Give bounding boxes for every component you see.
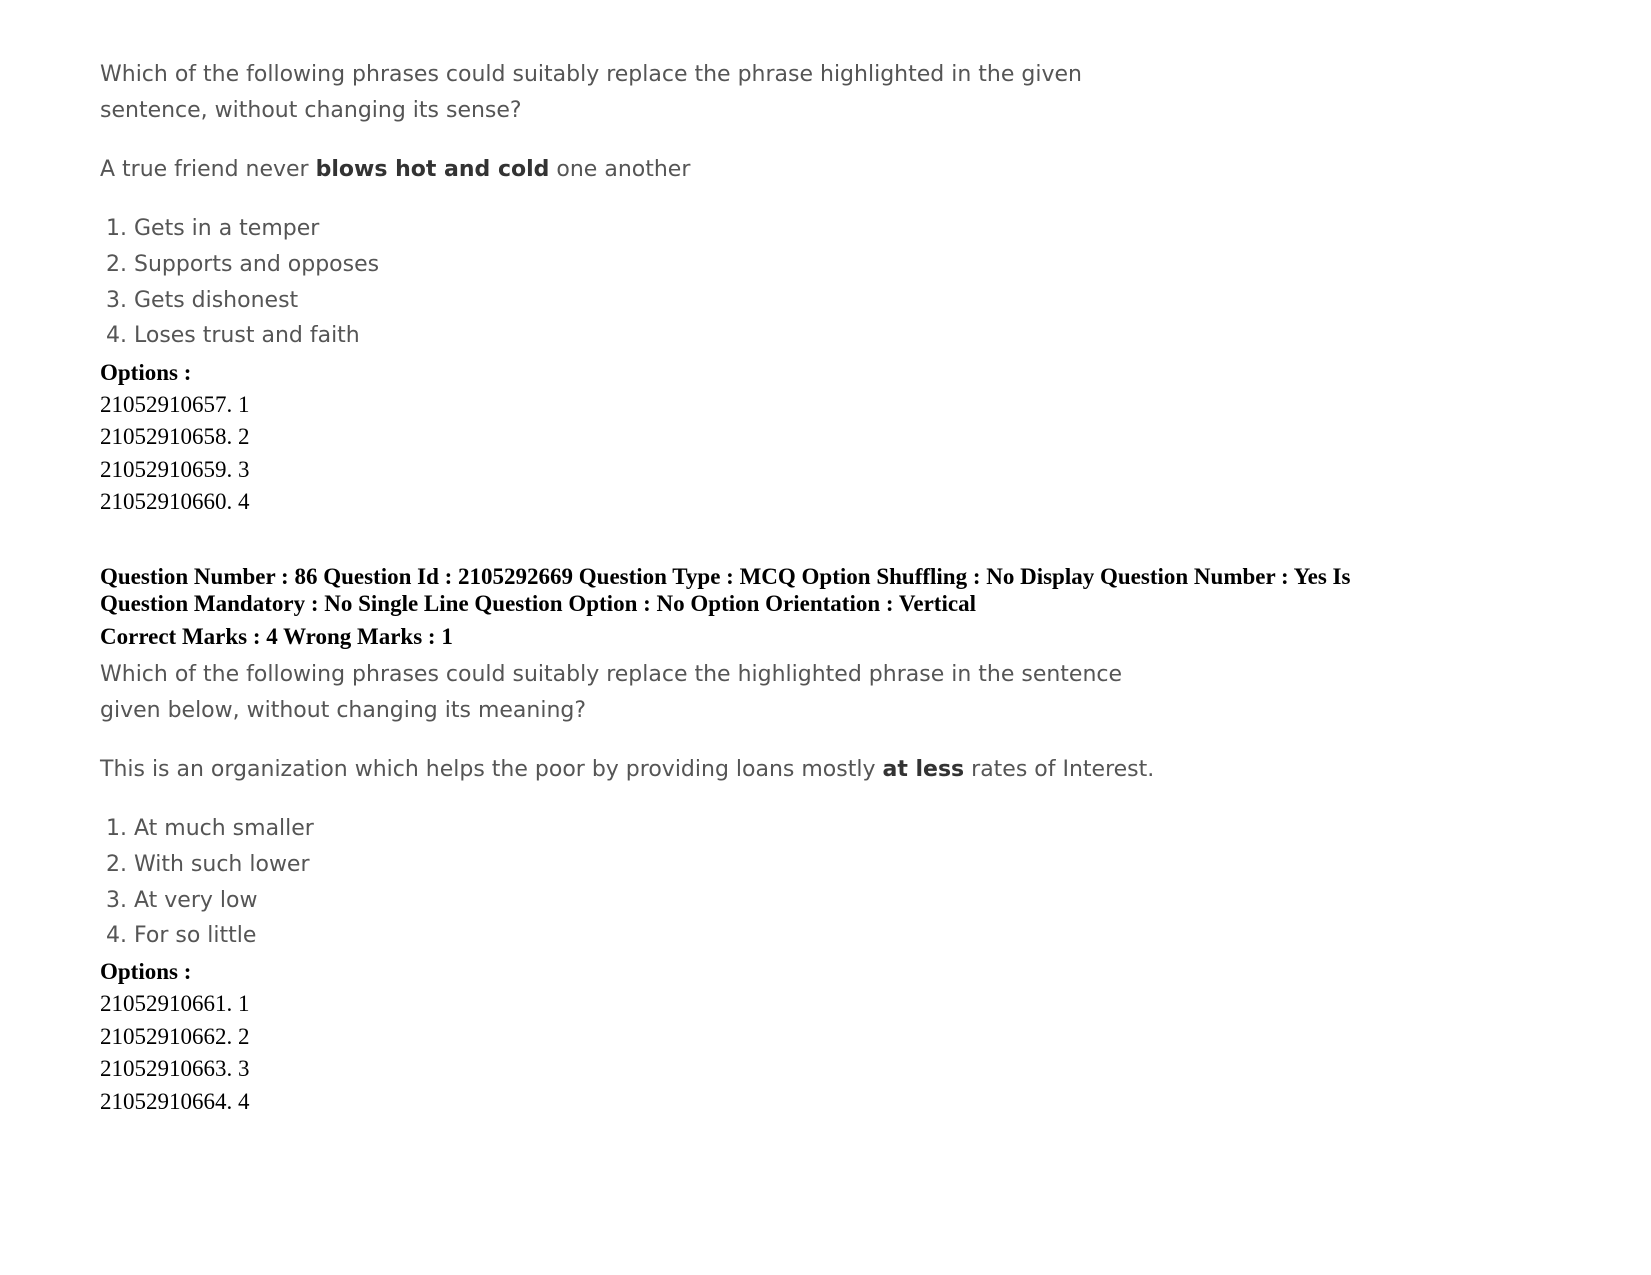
q1-option-3: 21052910659. 3 bbox=[100, 457, 250, 482]
q2-choice-1: 1. At much smaller bbox=[106, 816, 314, 841]
q1-choice-3: 3. Gets dishonest bbox=[106, 288, 299, 313]
q1-sentence-highlight: blows hot and cold bbox=[315, 157, 550, 182]
q2-options-label: Options : bbox=[100, 959, 192, 984]
q1-options-label: Options : bbox=[100, 360, 192, 385]
q2-option-4: 21052910664. 4 bbox=[100, 1089, 250, 1114]
q1-sentence bbox=[100, 152, 690, 188]
q2-option-2: 21052910662. 2 bbox=[100, 1024, 250, 1049]
q2-choice-4: 4. For so little bbox=[106, 923, 257, 948]
q2-sentence-pre: This is an organization which helps the poor by providing loans mostly bbox=[100, 757, 883, 782]
q2-sentence-highlight: at less bbox=[882, 757, 965, 782]
q1-sentence-pre: A true friend never bbox=[100, 157, 316, 182]
q2-option-1: 21052910661. 1 bbox=[100, 991, 250, 1016]
q1-prompt-line2: sentence, without changing its sense? bbox=[100, 98, 522, 123]
q2-sentence-post: rates of Interest. bbox=[964, 757, 1155, 782]
q2-marks: Correct Marks : 4 Wrong Marks : 1 bbox=[100, 624, 453, 649]
q1-option-2: 21052910658. 2 bbox=[100, 424, 250, 449]
q2-meta-line1: Question Number : 86 Question Id : 2105292669 Question Type : MCQ Option Shuffling : No Display Question Number : Yes Is bbox=[100, 564, 1351, 589]
q2-meta-line2: Question Mandatory : No Single Line Question Option : No Option Orientation : Vertical bbox=[100, 591, 976, 616]
q2-sentence bbox=[100, 752, 1154, 788]
q2-prompt-line1: Which of the following phrases could suitably replace the highlighted phrase in the sentence bbox=[100, 662, 1123, 687]
q2-prompt-line2: given below, without changing its meaning? bbox=[100, 698, 587, 723]
q1-option-4: 21052910660. 4 bbox=[100, 489, 250, 514]
q1-sentence-post: one another bbox=[549, 157, 691, 182]
q1-choice-4: 4. Loses trust and faith bbox=[106, 323, 360, 348]
q2-choice-3: 3. At very low bbox=[106, 888, 258, 913]
q1-choice-1: 1. Gets in a temper bbox=[106, 216, 320, 241]
q2-choice-2: 2. With such lower bbox=[106, 852, 310, 877]
q2-option-3: 21052910663. 3 bbox=[100, 1056, 250, 1081]
q1-prompt-line1: Which of the following phrases could suitably replace the phrase highlighted in the given bbox=[100, 62, 1082, 87]
q1-choice-2: 2. Supports and opposes bbox=[106, 252, 380, 277]
q1-option-1: 21052910657. 1 bbox=[100, 392, 250, 417]
